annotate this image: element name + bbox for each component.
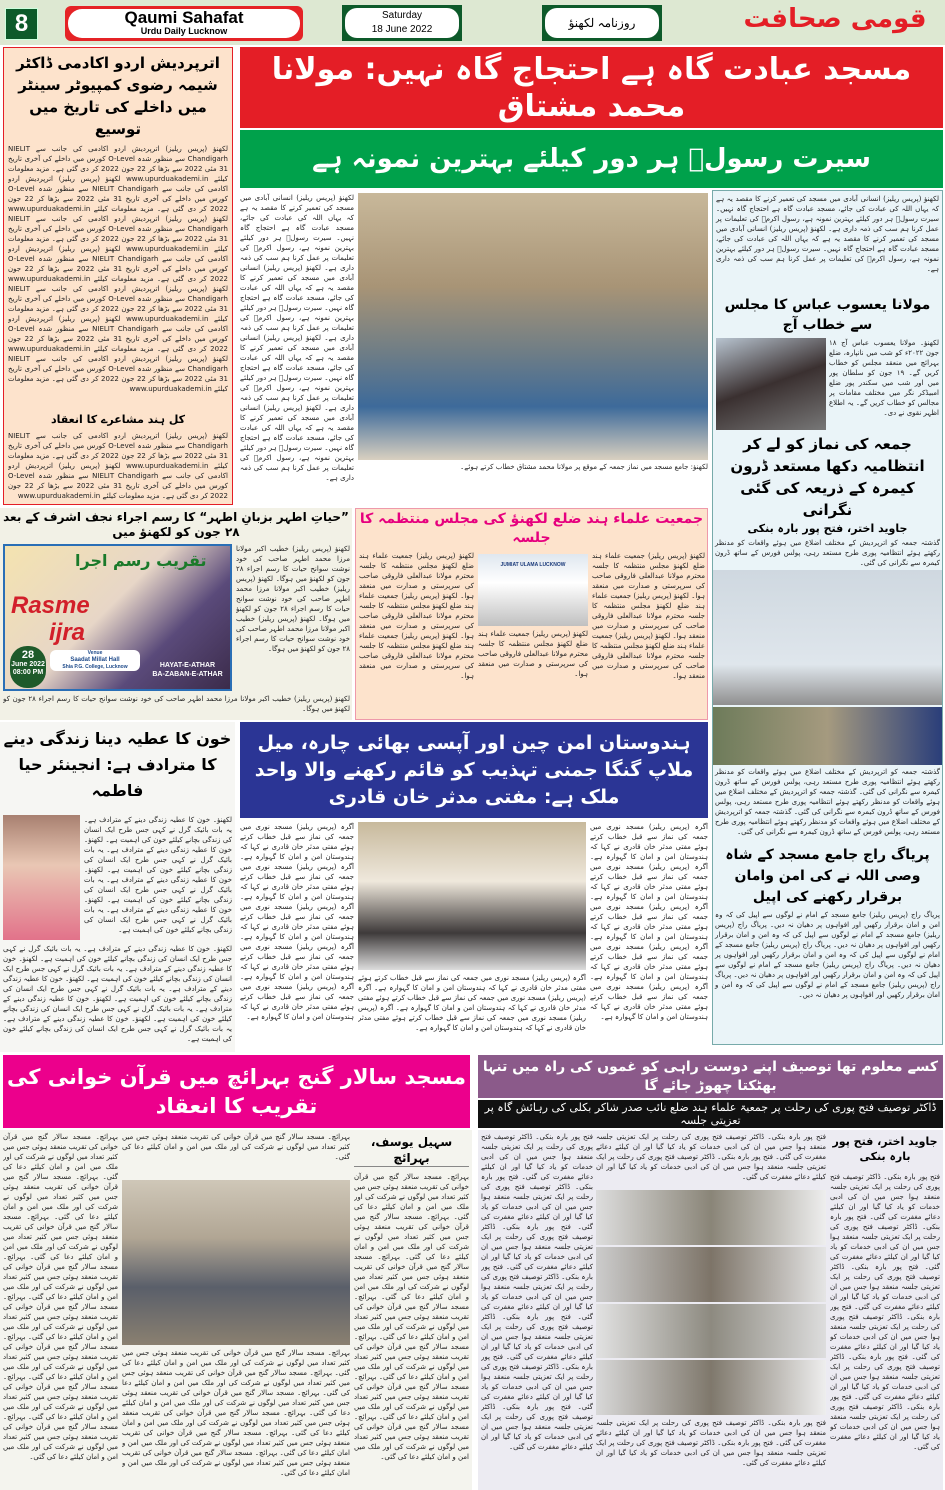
meeting-photo (596, 1360, 826, 1415)
poster-title-en: Rasme (11, 592, 90, 619)
brand-subtitle: Urdu Daily Lucknow (140, 26, 228, 36)
yasoob-headline: مولانا یعسوب عباس کا مجلس سے خطاب آج (724, 297, 931, 333)
quran-body-1: بہرائچ۔ مسجد سالار گنج میں قرآن خوانی کی تقریب منعقد ہوئی جس میں کثیر تعداد میں لوگوں نے شرکت کی اور ملک میں امن و امان کیلئے دعا کی گئی۔ بہرائچ۔ مسجد سالار گنج میں قرآن خوانی کی تقریب منعقد ہوئی جس میں کثیر تعداد میں لوگوں نے شرکت کی اور ملک میں امن و امان کیلئے دعا کی گئی۔ بہرائچ۔ مسجد سالار گنج میں قرآن خوانی کی تقریب منعقد ہوئی جس میں کثیر تعداد میں لوگوں نے شرکت کی اور ملک میں امن و امان کیلئے دعا کی گئی۔ بہرائچ۔ مسجد سالار گنج میں قرآن خوانی کی تقریب منعقد ہوئی جس میں کثیر تعداد میں لوگوں نے شرکت کی اور ملک میں امن و امان کیلئے دعا کی گئی۔ بہرائچ۔ مسجد سالار گنج میں قرآن خوانی کی تقریب منعقد ہوئی جس میں کثیر تعداد میں لوگوں نے شرکت کی اور ملک میں امن و امان کیلئے دعا کی گئی۔ بہرائچ۔ مسجد سالار گنج میں قرآن خوانی کی تقریب منعقد ہوئی جس میں کثیر تعداد میں لوگوں نے شرکت کی اور ملک میں امن و امان کیلئے دعا کی گئی۔ بہرائچ۔ مسجد سالار گنج میں قرآن خوانی کی تقریب منعقد ہوئی جس میں کثیر تعداد میں لوگوں نے شرکت کی اور ملک میں امن و امان کیلئے دعا کی گئی۔ (354, 1173, 469, 1461)
quran-gathering-photo (122, 1180, 350, 1345)
quran-byline: سہیل یوسف، بہرائچ (354, 1134, 469, 1167)
quran-body-3: بہرائچ۔ مسجد سالار گنج میں قرآن خوانی کی تقریب منعقد ہوئی جس میں کثیر تعداد میں لوگوں نے شرکت کی اور ملک میں امن و امان کیلئے دعا کی گئی۔ بہرائچ۔ مسجد سالار گنج میں قرآن خوانی کی تقریب منعقد ہوئی جس میں کثیر تعداد میں لوگوں نے شرکت کی اور ملک میں امن و امان کیلئے دعا کی گئی۔ بہرائچ۔ مسجد سالار گنج میں قرآن خوانی کی تقریب منعقد ہوئی جس میں کثیر تعداد میں لوگوں نے شرکت کی اور ملک میں امن و امان کیلئے دعا کی گئی۔ بہرائچ۔ مسجد سالار گنج میں قرآن خوانی کی تقریب منعقد ہوئی جس میں کثیر تعداد میں لوگوں نے شرکت کی اور ملک میں امن و امان کیلئے دعا کی گئی۔ بہرائچ۔ مسجد سالار گنج میں قرآن خوانی کی تقریب منعقد ہوئی جس میں کثیر تعداد میں لوگوں نے شرکت کی اور ملک میں امن و امان کیلئے دعا کی گئی۔ بہرائچ۔ مسجد سالار گنج میں قرآن خوانی کی تقریب منعقد ہوئی جس میں کثیر تعداد میں لوگوں نے شرکت کی اور ملک میں امن و امان کیلئے دعا کی گئی۔ (122, 1349, 350, 1477)
jamiat-body-2: لکھنؤ (پریس ریلیز) جمعیت علماء ہند ضلع لکھنؤ مجلس منتظمہ کا جلسہ محترم مولانا عبدالعلی فاروقی صاحب کی سرپرستی و صدارت میں منعقد ہوا۔ لکھنؤ (پریس ریلیز) جمعیت علماء ہند ضلع لکھنؤ مجلس منتظمہ کا جلسہ محترم مولانا عبدالعلی فاروقی صاحب کی سرپرستی و صدارت میں منعقد ہوا۔ لکھنؤ (پریس ریلیز) جمعیت علماء ہند ضلع لکھنؤ مجلس منتظمہ کا جلسہ محترم مولانا عبدالعلی فاروقی صاحب کی سرپرستی و صدارت میں منعقد ہوا۔ (359, 552, 474, 680)
roznama-box (542, 5, 662, 41)
quran-article (0, 1130, 472, 1490)
tauseef-article (478, 1130, 943, 1490)
lead-subheadline: سیرت رسولؐ ہر دور کیلئے بہترین نمونہ ہے (240, 130, 943, 188)
poster-month: June 2022 (11, 661, 45, 668)
tauseef-body-1: فتح پور بارہ بنکی۔ ڈاکٹر توصیف فتح پوری کی رحلت پر ایک تعزیتی جلسہ منعقد ہوا جس میں ان کی ادبی خدمات کو یاد کیا گیا اور ان کیلئے دعائے مغفرت کی گئی۔ فتح پور بارہ بنکی۔ ڈاکٹر توصیف فتح پوری کی رحلت پر ایک تعزیتی جلسہ منعقد ہوا جس میں ان کی ادبی خدمات کو یاد کیا گیا اور ان کیلئے دعائے مغفرت کی گئی۔ فتح پور بارہ بنکی۔ ڈاکٹر توصیف فتح پوری کی رحلت پر ایک تعزیتی جلسہ منعقد ہوا جس میں ان کی ادبی خدمات کو یاد کیا گیا اور ان کیلئے دعائے مغفرت کی گئی۔ فتح پور بارہ بنکی۔ ڈاکٹر توصیف فتح پوری کی رحلت پر ایک تعزیتی جلسہ منعقد ہوا جس میں ان کی ادبی خدمات کو یاد کیا گیا اور ان کیلئے دعائے مغفرت کی گئی۔ فتح پور بارہ بنکی۔ ڈاکٹر توصیف فتح پوری کی رحلت پر ایک تعزیتی جلسہ منعقد ہوا جس میں ان کی ادبی خدمات کو یاد کیا گیا اور ان کیلئے دعائے مغفرت کی گئی۔ فتح پور بارہ بنکی۔ ڈاکٹر توصیف فتح پوری کی رحلت پر ایک تعزیتی جلسہ منعقد ہوا جس میں ان کی ادبی خدمات کو یاد کیا گیا اور ان کیلئے دعائے مغفرت کی گئی۔ (830, 1173, 940, 1451)
book-title-2: BA-ZABAN-E-ATHAR (152, 671, 223, 678)
roznama: روزنامہ لکھنؤ (545, 8, 659, 38)
lead-body-right: لکھنؤ (پریس ریلیز) انسانی آبادی میں مسجد کی تعمیر کرنے کا مقصد یہ ہے کہ یہاں اللہ کی عبادت کی جائے، مسجد عبادت گاہ ہے احتجاج گاہ نہیں۔ سیرت رسولؐ ہر دور کیلئے بہترین نمونہ ہے، رسول اکرمؐ کی تعلیمات پر عمل کرنا ہم سب کی ذمہ داری ہے۔ لکھنؤ (پریس ریلیز) انسانی آبادی میں مسجد کی تعمیر کرنے کا مقصد یہ ہے کہ یہاں اللہ کی عبادت کی جائے، مسجد عبادت گاہ ہے احتجاج گاہ نہیں۔ سیرت رسولؐ ہر دور کیلئے بہترین نمونہ ہے، رسول اکرمؐ کی تعلیمات پر عمل کرنا ہم سب کی ذمہ داری ہے۔ (716, 195, 939, 273)
prayagraj-headline: پریاگ راج جامع مسجد کے شاہ وصی اللہ نے کی امن وامان برقرار رکھنے کی اپیل (725, 847, 930, 905)
venue-name: Saadat Millat Hall (70, 657, 120, 663)
blood-body-1: لکھنؤ۔ خون کا عطیہ زندگی دینے کے مترادف ہے۔ یہ بات بائیک گرل نے کہی جس طرح ایک انسان کی زندگی بچانے کیلئے خون کی اہمیت ہے۔ لکھنؤ۔ خون کا عطیہ زندگی دینے کے مترادف ہے۔ یہ بات بائیک گرل نے کہی جس طرح ایک انسان کی زندگی بچانے کیلئے خون کی اہمیت ہے۔ لکھنؤ۔ خون کا عطیہ زندگی دینے کے مترادف ہے۔ یہ بات بائیک گرل نے کہی جس طرح ایک انسان کی زندگی بچانے کیلئے خون کی اہمیت ہے۔ لکھنؤ۔ خون کا عطیہ زندگی دینے کے مترادف ہے۔ یہ بات بائیک گرل نے کہی جس طرح ایک انسان کی زندگی بچانے کیلئے خون کی اہمیت ہے۔ (84, 816, 232, 934)
hayat-body-2: لکھنؤ (پریس ریلیز) خطیب اکبر مولانا مرزا محمد اطہر صاحب کی خود نوشت سوانح حیات کا رسم اجراء ۲۸ جون کو لکھنؤ میں ہوگا۔ (3, 695, 350, 713)
yasoob-body: لکھنؤ۔ مولانا یعسوب عباس آج ۱۸ جون ۲۰۲۲ء کو شب میں نانپارہ، ضلع بہرائچ میں منعقد مجلس کو خطاب کریں گے۔ ۱۹ جون کو سلطان پور میں اور شب میں سکندر پور ضلع امبیڈکر نگر میں مختلف مقامات پر مجالس کو خطاب کریں گے۔ یہ اطلاع اظہر نقوی نے دی۔ (829, 339, 939, 417)
blood-body-2: لکھنؤ۔ خون کا عطیہ زندگی دینے کے مترادف ہے۔ یہ بات بائیک گرل نے کہی جس طرح ایک انسان کی زندگی بچانے کیلئے خون کی اہمیت ہے۔ لکھنؤ۔ خون کا عطیہ زندگی دینے کے مترادف ہے۔ یہ بات بائیک گرل نے کہی جس طرح ایک انسان کی زندگی بچانے کیلئے خون کی اہمیت ہے۔ لکھنؤ۔ خون کا عطیہ زندگی دینے کے مترادف ہے۔ یہ بات بائیک گرل نے کہی جس طرح ایک انسان کی زندگی بچانے کیلئے خون کی اہمیت ہے۔ لکھنؤ۔ خون کا عطیہ زندگی دینے کے مترادف ہے۔ یہ بات بائیک گرل نے کہی جس طرح ایک انسان کی زندگی بچانے کیلئے خون کی اہمیت ہے۔ لکھنؤ۔ خون کا عطیہ زندگی دینے کے مترادف ہے۔ یہ بات بائیک گرل نے کہی جس طرح ایک انسان کی زندگی بچانے کیلئے خون کی اہمیت ہے۔ (3, 945, 232, 1043)
tauseef-byline: جاوید اختر، فتح پور بارہ بنکی (832, 1135, 938, 1163)
tauseef-headline: کسے معلوم تھا توصیف اپنے دوست راہی کو غموں کی راہ میں تنہا بھٹکتا چھوڑ جائے گا (478, 1055, 943, 1098)
drone-byline: جاوید اختر، فتح پور بارہ بنکی (747, 522, 908, 535)
academy-headline: اترپردیش اردو اکادمی ڈاکٹر شیمہ رضوی کمپیوٹر سینٹر میں داخلے کی تاریخ میں توسیع (16, 54, 220, 138)
venue-address: Shia P.G. College, Lucknow (62, 664, 128, 670)
poster-book-title (145, 661, 230, 679)
jamiat-banner: JUMIAT ULAMA LUCKNOW (500, 562, 566, 568)
day: Saturday (381, 10, 423, 21)
mosque-prayer-photo (358, 193, 708, 460)
jamiat-headline: جمعیت علماء ہند ضلع لکھنؤ کی مجلس منتظمہ کا جلسہ (359, 511, 704, 546)
academy-subhead: کل ہند مشاعرے کا انعقاد (50, 413, 186, 426)
brand-name: Qaumi Sahafat (124, 8, 244, 27)
jamiat-body-3: لکھنؤ (پریس ریلیز) جمعیت علماء ہند ضلع لکھنؤ مجلس منتظمہ کا جلسہ محترم مولانا عبدالعلی فاروقی صاحب کی سرپرستی و صدارت میں منعقد ہوا۔ (478, 630, 588, 678)
blood-article (0, 722, 235, 1052)
hayat-article (0, 508, 352, 720)
drone-body-2: گذشتہ جمعہ کو اترپردیش کے مختلف اضلاع میں ہوئے واقعات کو مدنظر رکھتے ہوئے انتظامیہ پوری طرح مستعد رہی، پولس فورس کے ساتھ ڈرون کیمرہ سے نگرانی کی گئی۔ گذشتہ جمعہ کو اترپردیش کے مختلف اضلاع میں ہوئے واقعات کو مدنظر رکھتے ہوئے انتظامیہ پوری طرح مستعد رہی، پولس فورس کے ساتھ ڈرون کیمرہ سے نگرانی کی گئی۔ گذشتہ جمعہ کو اترپردیش کے مختلف اضلاع میں ہوئے واقعات کو مدنظر رکھتے ہوئے انتظامیہ پوری طرح مستعد رہی، پولس فورس کے ساتھ ڈرون کیمرہ سے نگرانی کی گئی۔ (715, 768, 940, 836)
blood-headline: خون کا عطیہ دینا زندگی دینے کا مترادف ہے: انجینئر حیا فاطمہ (3, 729, 232, 800)
poster-venue (50, 650, 140, 671)
quran-headline: مسجد سالار گنج بہرائچ میں قرآن خوانی کی تقریب کا انعقاد (3, 1055, 470, 1128)
jamiat-body-1: لکھنؤ (پریس ریلیز) جمعیت علماء ہند ضلع لکھنؤ مجلس منتظمہ کا جلسہ محترم مولانا عبدالعلی فاروقی صاحب کی سرپرستی و صدارت میں منعقد ہوا۔ لکھنؤ (پریس ریلیز) جمعیت علماء ہند ضلع لکھنؤ مجلس منتظمہ کا جلسہ محترم مولانا عبدالعلی فاروقی صاحب کی سرپرستی و صدارت میں منعقد ہوا۔ لکھنؤ (پریس ریلیز) جمعیت علماء ہند ضلع لکھنؤ مجلس منتظمہ کا جلسہ محترم مولانا عبدالعلی فاروقی صاحب کی سرپرستی و صدارت میں منعقد ہوا۔ (592, 552, 705, 680)
yasoob-photo (716, 338, 826, 430)
drone-photo (713, 570, 942, 705)
lead-headline: مسجد عبادت گاہ ہے احتجاج گاہ نہیں: مولانا محمد مشتاق (240, 47, 943, 128)
poster-date-badge (10, 646, 46, 688)
tauseef-photo-grid (596, 1190, 826, 1415)
venue-label: Venue (87, 650, 103, 656)
quran-body-2: بہرائچ۔ مسجد سالار گنج میں قرآن خوانی کی تقریب منعقد ہوئی جس میں کثیر تعداد میں لوگوں نے شرکت کی اور ملک میں امن و امان کیلئے دعا کی گئی۔ (122, 1133, 350, 1161)
rasme-ijra-poster (3, 544, 232, 691)
jamiat-article (355, 508, 708, 720)
poster-title-en-2: ijra (49, 619, 86, 646)
india-body-3: آگرہ (پریس ریلیز) مسجد نوری میں جمعہ کی نماز سے قبل خطاب کرتے ہوئے مفتی مدثر خان قادری نے کہا کہ ہندوستان امن و امان کا گہوارہ ہے۔ آگرہ (پریس ریلیز) مسجد نوری میں جمعہ کی نماز سے قبل خطاب کرتے ہوئے مفتی مدثر خان قادری نے کہا کہ ہندوستان امن و امان کا گہوارہ ہے۔ آگرہ (پریس ریلیز) مسجد نوری میں جمعہ کی نماز سے قبل خطاب کرتے ہوئے مفتی مدثر خان قادری نے کہا کہ ہندوستان امن و امان کا گہوارہ ہے۔ (358, 974, 586, 1032)
india-body-1: آگرہ (پریس ریلیز) مسجد نوری میں جمعہ کی نماز سے قبل خطاب کرتے ہوئے مفتی مدثر خان قادری نے کہا کہ ہندوستان امن و امان کا گہوارہ ہے۔ آگرہ (پریس ریلیز) مسجد نوری میں جمعہ کی نماز سے قبل خطاب کرتے ہوئے مفتی مدثر خان قادری نے کہا کہ ہندوستان امن و امان کا گہوارہ ہے۔ آگرہ (پریس ریلیز) مسجد نوری میں جمعہ کی نماز سے قبل خطاب کرتے ہوئے مفتی مدثر خان قادری نے کہا کہ ہندوستان امن و امان کا گہوارہ ہے۔ آگرہ (پریس ریلیز) مسجد نوری میں جمعہ کی نماز سے قبل خطاب کرتے ہوئے مفتی مدثر خان قادری نے کہا کہ ہندوستان امن و امان کا گہوارہ ہے۔ آگرہ (پریس ریلیز) مسجد نوری میں جمعہ کی نماز سے قبل خطاب کرتے ہوئے مفتی مدثر خان قادری نے کہا کہ ہندوستان امن و امان کا گہوارہ ہے۔ (590, 823, 708, 1021)
tauseef-body-4: فتح پور بارہ بنکی۔ ڈاکٹر توصیف فتح پوری کی رحلت پر ایک تعزیتی جلسہ منعقد ہوا جس میں ان کی ادبی خدمات کو یاد کیا گیا اور ان کیلئے دعائے مغفرت کی گئی۔ فتح پور بارہ بنکی۔ ڈاکٹر توصیف فتح پوری کی رحلت پر ایک تعزیتی جلسہ منعقد ہوا جس میں ان کی ادبی خدمات کو یاد کیا گیا اور ان کیلئے دعائے مغفرت کی گئی۔ فتح پور بارہ بنکی۔ ڈاکٹر توصیف فتح پوری کی رحلت پر ایک تعزیتی جلسہ منعقد ہوا جس میں ان کی ادبی خدمات کو یاد کیا گیا اور ان کیلئے دعائے مغفرت کی گئی۔ فتح پور بارہ بنکی۔ ڈاکٹر توصیف فتح پوری کی رحلت پر ایک تعزیتی جلسہ منعقد ہوا جس میں ان کی ادبی خدمات کو یاد کیا گیا اور ان کیلئے دعائے مغفرت کی گئی۔ فتح پور بارہ بنکی۔ ڈاکٹر توصیف فتح پوری کی رحلت پر ایک تعزیتی جلسہ منعقد ہوا جس میں ان کی ادبی خدمات کو یاد کیا گیا اور ان کیلئے دعائے مغفرت کی گئی۔ فتح پور بارہ بنکی۔ ڈاکٹر توصیف فتح پوری کی رحلت پر ایک تعزیتی جلسہ منعقد ہوا جس میں ان کی ادبی خدمات کو یاد کیا گیا اور ان کیلئے دعائے مغفرت کی گئی۔ فتح پور بارہ بنکی۔ ڈاکٹر توصیف فتح پوری کی رحلت پر ایک تعزیتی جلسہ منعقد ہوا جس میں ان کی ادبی خدمات کو یاد کیا گیا اور ان کیلئے دعائے مغفرت کی گئی۔ (481, 1133, 593, 1451)
hayat-headline: ”حیاتِ اطہر بزبانِ اطہر“ کا رسم اجراء نجف اشرف کے بعد ۲۸ جون کو لکھنؤ میں (3, 510, 349, 539)
prayagraj-body: پریاگ راج (پریس ریلیز) جامع مسجد کے امام نے لوگوں سے اپیل کی کہ وہ امن و امان برقرار رکھیں اور افواہوں پر دھیان نہ دیں۔ پریاگ راج (پریس ریلیز) جامع مسجد کے امام نے لوگوں سے اپیل کی کہ وہ امن و امان برقرار رکھیں اور افواہوں پر دھیان نہ دیں۔ پریاگ راج (پریس ریلیز) جامع مسجد کے امام نے لوگوں سے اپیل کی کہ وہ امن و امان برقرار رکھیں اور افواہوں پر دھیان نہ دیں۔ پریاگ راج (پریس ریلیز) جامع مسجد کے امام نے لوگوں سے اپیل کی کہ وہ امن و امان برقرار رکھیں اور افواہوں پر دھیان نہ دیں۔ پریاگ راج (پریس ریلیز) جامع مسجد کے امام نے لوگوں سے اپیل کی کہ وہ امن و امان برقرار رکھیں اور افواہوں پر دھیان نہ دیں۔ (715, 911, 940, 999)
date-box (342, 5, 462, 41)
tauseef-subheadline: ڈاکٹر توصیف فتح پوری کی رحلت پر جمعیۃ علماء ہند ضلع نائب صدر شاکر بکلی کی رہائش گاہ پر تعزیتی جلسہ (478, 1100, 943, 1128)
page-number: 8 (5, 8, 38, 40)
india-body-2: آگرہ (پریس ریلیز) مسجد نوری میں جمعہ کی نماز سے قبل خطاب کرتے ہوئے مفتی مدثر خان قادری نے کہا کہ ہندوستان امن و امان کا گہوارہ ہے۔ آگرہ (پریس ریلیز) مسجد نوری میں جمعہ کی نماز سے قبل خطاب کرتے ہوئے مفتی مدثر خان قادری نے کہا کہ ہندوستان امن و امان کا گہوارہ ہے۔ آگرہ (پریس ریلیز) مسجد نوری میں جمعہ کی نماز سے قبل خطاب کرتے ہوئے مفتی مدثر خان قادری نے کہا کہ ہندوستان امن و امان کا گہوارہ ہے۔ آگرہ (پریس ریلیز) مسجد نوری میں جمعہ کی نماز سے قبل خطاب کرتے ہوئے مفتی مدثر خان قادری نے کہا کہ ہندوستان امن و امان کا گہوارہ ہے۔ آگرہ (پریس ریلیز) مسجد نوری میں جمعہ کی نماز سے قبل خطاب کرتے ہوئے مفتی مدثر خان قادری نے کہا کہ ہندوستان امن و امان کا گہوارہ ہے۔ (240, 823, 354, 1021)
india-mosque-photo (358, 822, 586, 970)
hayat-body: لکھنؤ (پریس ریلیز) خطیب اکبر مولانا مرزا محمد اطہر صاحب کی خود نوشت سوانح حیات کا رسم اجراء ۲۸ جون کو لکھنؤ میں ہوگا۔ لکھنؤ (پریس ریلیز) خطیب اکبر مولانا مرزا محمد اطہر صاحب کی خود نوشت سوانح حیات کا رسم اجراء ۲۸ جون کو لکھنؤ میں ہوگا۔ لکھنؤ (پریس ریلیز) خطیب اکبر مولانا مرزا محمد اطہر صاحب کی خود نوشت سوانح حیات کا رسم اجراء ۲۸ جون کو لکھنؤ میں ہوگا۔ (236, 545, 350, 653)
tauseef-body-3: فتح پور بارہ بنکی۔ ڈاکٹر توصیف فتح پوری کی رحلت پر ایک تعزیتی جلسہ منعقد ہوا جس میں ان کی ادبی خدمات کو یاد کیا گیا اور ان کیلئے دعائے مغفرت کی گئی۔ فتح پور بارہ بنکی۔ ڈاکٹر توصیف فتح پوری کی رحلت پر ایک تعزیتی جلسہ منعقد ہوا جس میں ان کی ادبی خدمات کو یاد کیا گیا اور ان کیلئے دعائے مغفرت کی گئی۔ (596, 1419, 826, 1467)
brand-box (65, 6, 303, 41)
drone-body: گذشتہ جمعہ کو اترپردیش کے مختلف اضلاع میں ہوئے واقعات کو مدنظر رکھتے ہوئے انتظامیہ پوری طرح مستعد رہی، پولس فورس کے ساتھ ڈرون کیمرہ سے نگرانی کی گئی۔ (715, 539, 940, 567)
lead-caption: لکھنؤ: جامع مسجد میں نماز جمعہ کے موقع پر مولانا محمد مشتاق خطاب کرتے ہوئے۔ (460, 463, 708, 471)
book-title: HAYAT-E-ATHAR (159, 662, 216, 669)
meeting-photo (596, 1190, 826, 1245)
haya-fatima-photo (3, 815, 80, 940)
jamiat-photo (478, 554, 588, 626)
meeting-photo (596, 1247, 826, 1302)
police-photo (713, 707, 942, 765)
tauseef-body-2: فتح پور بارہ بنکی۔ ڈاکٹر توصیف فتح پوری کی رحلت پر ایک تعزیتی جلسہ منعقد ہوا جس میں ان کی ادبی خدمات کو یاد کیا گیا اور ان کیلئے دعائے مغفرت کی گئی۔ فتح پور بارہ بنکی۔ ڈاکٹر توصیف فتح پوری کی رحلت پر ایک تعزیتی جلسہ منعقد ہوا جس میں ان کی ادبی خدمات کو یاد کیا گیا اور ان کیلئے دعائے مغفرت کی گئی۔ (596, 1133, 826, 1181)
academy-article (3, 47, 233, 505)
poster-day: 28 (21, 649, 35, 661)
quran-body-4: بہرائچ۔ مسجد سالار گنج میں قرآن خوانی کی تقریب منعقد ہوئی جس میں کثیر تعداد میں لوگوں نے شرکت کی اور ملک میں امن و امان کیلئے دعا کی گئی۔ بہرائچ۔ مسجد سالار گنج میں قرآن خوانی کی تقریب منعقد ہوئی جس میں کثیر تعداد میں لوگوں نے شرکت کی اور ملک میں امن و امان کیلئے دعا کی گئی۔ بہرائچ۔ مسجد سالار گنج میں قرآن خوانی کی تقریب منعقد ہوئی جس میں کثیر تعداد میں لوگوں نے شرکت کی اور ملک میں امن و امان کیلئے دعا کی گئی۔ بہرائچ۔ مسجد سالار گنج میں قرآن خوانی کی تقریب منعقد ہوئی جس میں کثیر تعداد میں لوگوں نے شرکت کی اور ملک میں امن و امان کیلئے دعا کی گئی۔ بہرائچ۔ مسجد سالار گنج میں قرآن خوانی کی تقریب منعقد ہوئی جس میں کثیر تعداد میں لوگوں نے شرکت کی اور ملک میں امن و امان کیلئے دعا کی گئی۔ بہرائچ۔ مسجد سالار گنج میں قرآن خوانی کی تقریب منعقد ہوئی جس میں کثیر تعداد میں لوگوں نے شرکت کی اور ملک میں امن و امان کیلئے دعا کی گئی۔ بہرائچ۔ مسجد سالار گنج میں قرآن خوانی کی تقریب منعقد ہوئی جس میں کثیر تعداد میں لوگوں نے شرکت کی اور ملک میں امن و امان کیلئے دعا کی گئی۔ بہرائچ۔ مسجد سالار گنج میں قرآن خوانی کی تقریب منعقد ہوئی جس میں کثیر تعداد میں لوگوں نے شرکت کی اور ملک میں امن و امان کیلئے دعا کی گئی۔ (3, 1133, 118, 1461)
india-headline: ہندوستان امن چین اور آپسی بھائی چارہ، میل ملاپ گنگا جمنی تہذیب کو قائم رکھنے والا واحد ملک ہے: مفتی مدثر خان قادری (240, 722, 708, 818)
drone-headline: جمعہ کی نماز کو لے کر انتظامیہ دکھا مستعد ڈرون کیمرہ کے ذریعہ کی گئی نگرانی (730, 435, 925, 519)
date: 18 June 2022 (371, 24, 433, 35)
masthead (0, 0, 945, 45)
urdu-logo: قومی صحافت (743, 4, 927, 34)
academy-body: لکھنؤ (پریس ریلیز) اترپردیش اردو اکادمی کی جانب سے NIELIT Chandigarh سے منظور شدہ O-Level کورس میں داخلے کی آخری تاریخ 31 مئی 2022 سے بڑھا کر 22 جون 2022 کر دی گئی ہے۔ مزید معلومات کیلئے www.upurduakademi.in لکھنؤ (پریس ریلیز) اترپردیش اردو اکادمی کی جانب سے NIELIT Chandigarh سے منظور شدہ O-Level کورس میں داخلے کی آخری تاریخ 31 مئی 2022 سے بڑھا کر 22 جون 2022 کر دی گئی ہے۔ مزید معلومات کیلئے www.upurduakademi.in لکھنؤ (پریس ریلیز) اترپردیش اردو اکادمی کی جانب سے NIELIT Chandigarh سے منظور شدہ O-Level کورس میں داخلے کی آخری تاریخ 31 مئی 2022 سے بڑھا کر 22 جون 2022 کر دی گئی ہے۔ مزید معلومات کیلئے www.upurduakademi.in لکھنؤ (پریس ریلیز) اترپردیش اردو اکادمی کی جانب سے NIELIT Chandigarh سے منظور شدہ O-Level کورس میں داخلے کی آخری تاریخ 31 مئی 2022 سے بڑھا کر 22 جون 2022 کر دی گئی ہے۔ مزید معلومات کیلئے www.upurduakademi.in لکھنؤ (پریس ریلیز) اترپردیش اردو اکادمی کی جانب سے NIELIT Chandigarh سے منظور شدہ O-Level کورس میں داخلے کی آخری تاریخ 31 مئی 2022 سے بڑھا کر 22 جون 2022 کر دی گئی ہے۔ مزید معلومات کیلئے www.upurduakademi.in لکھنؤ (پریس ریلیز) اترپردیش اردو اکادمی کی جانب سے NIELIT Chandigarh سے منظور شدہ O-Level کورس میں داخلے کی آخری تاریخ 31 مئی 2022 سے بڑھا کر 22 جون 2022 کر دی گئی ہے۔ مزید معلومات کیلئے www.upurduakademi.in لکھنؤ (پریس ریلیز) اترپردیش اردو اکادمی کی جانب سے NIELIT Chandigarh سے منظور شدہ O-Level کورس میں داخلے کی آخری تاریخ 31 مئی 2022 سے بڑھا کر 22 جون 2022 کر دی گئی ہے۔ مزید معلومات کیلئے www.upurduakademi.in (8, 145, 228, 393)
right-column (712, 190, 943, 1045)
lead-body-col: لکھنؤ (پریس ریلیز) انسانی آبادی میں مسجد کی تعمیر کرنے کا مقصد یہ ہے کہ یہاں اللہ کی عبادت کی جائے، مسجد عبادت گاہ ہے احتجاج گاہ نہیں۔ سیرت رسولؐ ہر دور کیلئے بہترین نمونہ ہے، رسول اکرمؐ کی تعلیمات پر عمل کرنا ہم سب کی ذمہ داری ہے۔ لکھنؤ (پریس ریلیز) انسانی آبادی میں مسجد کی تعمیر کرنے کا مقصد یہ ہے کہ یہاں اللہ کی عبادت کی جائے، مسجد عبادت گاہ ہے احتجاج گاہ نہیں۔ سیرت رسولؐ ہر دور کیلئے بہترین نمونہ ہے، رسول اکرمؐ کی تعلیمات پر عمل کرنا ہم سب کی ذمہ داری ہے۔ لکھنؤ (پریس ریلیز) انسانی آبادی میں مسجد کی تعمیر کرنے کا مقصد یہ ہے کہ یہاں اللہ کی عبادت کی جائے، مسجد عبادت گاہ ہے احتجاج گاہ نہیں۔ سیرت رسولؐ ہر دور کیلئے بہترین نمونہ ہے، رسول اکرمؐ کی تعلیمات پر عمل کرنا ہم سب کی ذمہ داری ہے۔ لکھنؤ (پریس ریلیز) انسانی آبادی میں مسجد کی تعمیر کرنے کا مقصد یہ ہے کہ یہاں اللہ کی عبادت کی جائے، مسجد عبادت گاہ ہے احتجاج گاہ نہیں۔ سیرت رسولؐ ہر دور کیلئے بہترین نمونہ ہے، رسول اکرمؐ کی تعلیمات پر عمل کرنا ہم سب کی ذمہ داری ہے۔ (240, 194, 354, 482)
poster-title-ur: تقریب رسم اجرا (75, 551, 207, 570)
poster-time: 08:00 PM (12, 669, 44, 676)
meeting-photo (596, 1304, 826, 1359)
mushaira-body: لکھنؤ (پریس ریلیز) اترپردیش اردو اکادمی کی جانب سے NIELIT Chandigarh سے منظور شدہ O-Level کورس میں داخلے کی آخری تاریخ 31 مئی 2022 سے بڑھا کر 22 جون 2022 کر دی گئی ہے۔ مزید معلومات کیلئے www.upurduakademi.in لکھنؤ (پریس ریلیز) اترپردیش اردو اکادمی کی جانب سے NIELIT Chandigarh سے منظور شدہ O-Level کورس میں داخلے کی آخری تاریخ 31 مئی 2022 سے بڑھا کر 22 جون 2022 کر دی گئی ہے۔ مزید معلومات کیلئے www.upurduakademi.in (8, 432, 228, 500)
